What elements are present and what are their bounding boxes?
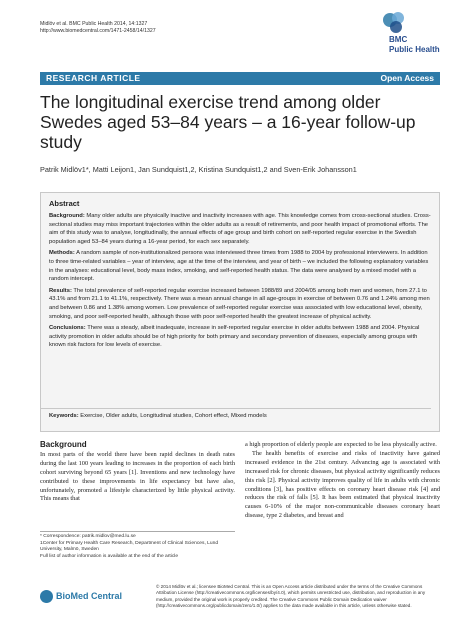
abstract-results-label: Results: — [49, 287, 72, 294]
open-access-label: Open Access — [380, 73, 434, 83]
abstract-results — [49, 287, 433, 321]
body-column-left — [40, 441, 235, 504]
affiliation-note: 1Center for Primary Health Care Research, Department of Clinical Sciences, Lund University, Malmö, Sweden — [40, 540, 219, 553]
abstract-conclusions-label: Conclusions: — [49, 325, 86, 332]
biomed-central-logo — [40, 590, 123, 604]
abstract-results-text: The total prevalence of self-reported regular exercise increased between 1988/89 and 2004/05 among both men and women, from 27.1 to 43.1% and from 21.1 to 41.1%, respectively. There was a mean annual change in all age-groups in exercise of between 0.76 and 1.24% among men and between 0.86 and 1.38% among women. Low prevalence of self-reported regular exercise was associated with low educational level, obesity, smoking, and poor self-reported health, although those with poor self-reported health the greatest increase of physical activity. — [49, 287, 430, 320]
abstract-methods-label: Methods: — [49, 250, 75, 257]
biomed-central-circle-icon — [40, 590, 53, 603]
biomed-central-wordmark: BioMed Central — [56, 591, 123, 601]
body-column-right — [245, 441, 440, 521]
author-list: Patrik Midlöv1*, Matti Leijon1, Jan Sundquist1,2, Kristina Sundquist1,2 and Sven-Erik Johansson1 — [40, 165, 357, 174]
keywords — [41, 408, 431, 420]
abstract-background-text: Many older adults are physically inactive and inactivity increases with age. This knowledge comes from cross-sectional studies. Cross-sectional studies may miss important trajectories within the older adults as a result of retirements, and poor health impact of promotional efforts. The aim of this study was to analyse, longitudinally, the annual effects of age group and birth cohort on self-reported regular exercise in the Swedish population aged 53–84 years during a 16-year period, for each sex separately. — [49, 213, 431, 245]
abstract-body — [49, 212, 433, 353]
abstract-background-label: Background: — [49, 213, 85, 219]
article-title: The longitudinal exercise trend among older Swedes aged 53–84 years – a 16-year follow-up study — [40, 92, 416, 152]
license-statement: © 2014 Midlöv et al.; licensee BioMed Central. This is an Open Access article distributed under the terms of the Creative Commons Attribution License (http://creativecommons.org/licenses/by/4.0), which permits unrestricted use, distribution, and reproduction in any medium, provided the original work is properly credited. The Creative Commons Public Domain Dedication waiver (http://creativecommons.org/publicdomain/zero/1.0/) applies to the data made available in this article, unless otherwise stated. — [156, 584, 426, 609]
citation-url[interactable]: http://www.biomedcentral.com/1471-2458/14/1327 — [40, 28, 156, 34]
body-paragraph: In most parts of the world there have been rapid declines in death rates during the last 100 years leading to increases in the proportion of each birth cohort surviving beyond 65 years [1]. Inventions and new technology have contributed to these improvements in life expectancy but have also, unfortunately, promoted a lifestyle characterized by little physical activity. This means that — [40, 450, 235, 503]
keywords-label: Keywords: — [49, 413, 79, 419]
body-paragraph: a high proportion of elderly people are expected to be less physically active. — [245, 441, 437, 448]
citation — [40, 21, 156, 35]
article-type-label: RESEARCH ARTICLE — [46, 73, 141, 83]
article-type-band — [40, 72, 440, 85]
body-paragraph: The health benefits of exercise and risks of inactivity have gained increased evidence in the 21st century. Advancing age is associated with increased risk for chronic diseases, but physical activity significantly reduces this risk [2]. Physical activity improves quality of life in adults with chronic conditions [3], has positive effects on coronary heart disease risk [4] and reduces the risk of falls [5]. It has been estimated that physical inactivity causes 6-10% of the major non-communicable diseases coronary heart disease, type 2 diabetes, and breast and — [245, 449, 440, 520]
abstract-background — [49, 212, 433, 246]
journal-logo — [389, 35, 440, 55]
citation-journal: Midlöv et al. BMC Public Health 2014, 14:1327 — [40, 21, 148, 27]
abstract-methods — [49, 249, 433, 283]
bmc-logo-circles-icon — [381, 10, 407, 36]
abstract-box — [40, 192, 440, 432]
abstract-methods-text: A random sample of non-institutionalized persons was interviewed three times from 1988 to 2004 by professional interviewers. In addition to three time-related variables – year of interview, age at the time of the interview, and year of birth – we included the following explanatory variables in the analyses: educational level, body mass index, smoking, and self-reported health status. The data were analysed by a mixed model with a random intercept. — [49, 250, 429, 283]
abstract-heading: Abstract — [49, 199, 80, 208]
author-info-note: Full list of author information is available at the end of the article — [40, 553, 179, 559]
abstract-conclusions — [49, 324, 433, 350]
correspondence-note: * Correspondence: patrik.midlov@med.lu.se — [40, 534, 136, 539]
journal-logo-line1: BMC — [389, 35, 408, 44]
keywords-text: Exercise, Older adults, Longitudinal studies, Cohort effect, Mixed models — [80, 413, 267, 419]
footnotes — [40, 531, 235, 560]
abstract-conclusions-text: There was a steady, albeit inadequate, increase in self-reported regular exercise in older adults between 1988 and 2004. Physical activity promotion in older adults should be of high priority for both primary and secondary prevention of diseases, especially among groups with known risk factors for low levels of exercise. — [49, 325, 420, 349]
journal-logo-line2: Public Health — [389, 45, 440, 54]
background-heading: Background — [40, 440, 87, 449]
